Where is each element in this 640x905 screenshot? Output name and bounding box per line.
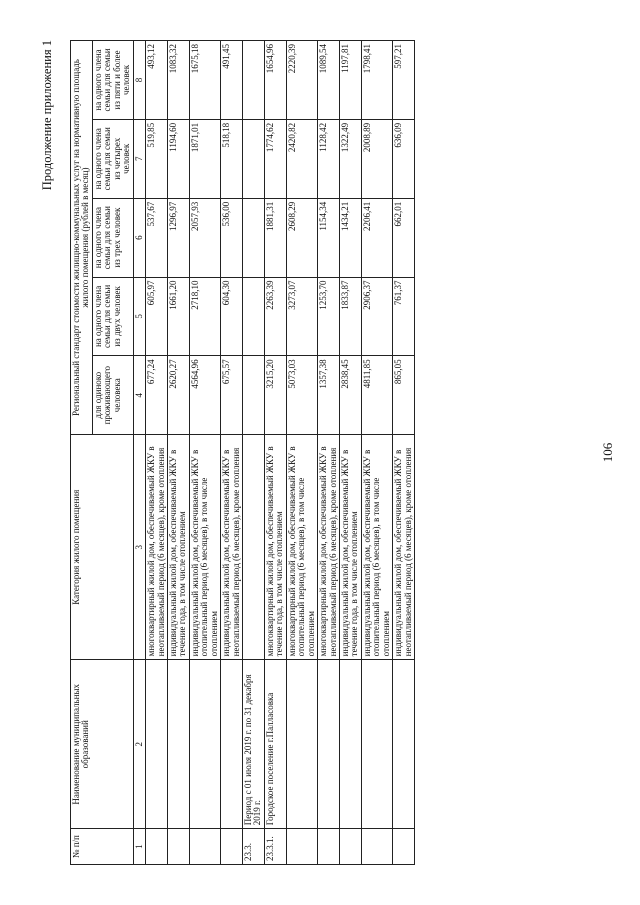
municipality-name: [167, 660, 189, 829]
value-cell: 1881,31: [264, 198, 286, 277]
municipality-name: [393, 660, 415, 829]
category-cell: индивидуальный жилой дом, обеспечиваемый ЖКУ в течение года, в том числе отоплением: [339, 435, 361, 660]
header-sub: на одного члена семьи для семьи из пяти и более человек: [92, 41, 133, 120]
index-cell: 6: [133, 198, 145, 277]
value-cell: 1774,62: [264, 119, 286, 198]
row-number: [221, 829, 243, 865]
header-municipality: Наименование муниципальных образований: [71, 660, 134, 829]
value-cell: 2057,93: [189, 198, 220, 277]
value-cell: 1675,18: [189, 41, 220, 120]
value-cell: 2620,27: [167, 356, 189, 435]
header-sub: на одного члена семьи для семьи из трех человек: [92, 198, 133, 277]
municipality-name: [286, 660, 317, 829]
value-cell: 1253,70: [318, 277, 340, 356]
table-row: [339, 41, 361, 865]
index-cell: 1: [133, 829, 145, 865]
row-number: [318, 829, 340, 865]
index-cell: 8: [133, 41, 145, 120]
row-number: [146, 829, 168, 865]
value-cell: 2206,41: [361, 198, 392, 277]
value-cell: 675,57: [221, 356, 243, 435]
value-cell: 2718,10: [189, 277, 220, 356]
category-cell: индивидуальный жилой дом, обеспечиваемый ЖКУ в неотапливаемый период (6 месяцев), кроме отопления: [393, 435, 415, 660]
row-number: 23.3.1.: [264, 829, 286, 865]
value-cell: 1083,32: [167, 41, 189, 120]
header-sub: для одиноко проживающего человека: [92, 356, 133, 435]
header-group: Региональный стандарт стоимости жилищно-коммунальных услуг на нормативную площадь жилого помещения (рублей в месяц): [71, 41, 93, 435]
header-category: Категория жилого помещения: [71, 435, 134, 660]
category-cell: многоквартирный жилой дом, обеспечиваемый ЖКУ в течение года, в том числе отоплением: [264, 435, 286, 660]
municipality-name: Городское поселение г.Палласовка: [264, 660, 286, 829]
value-cell: 1154,34: [318, 198, 340, 277]
value-cell: 761,37: [393, 277, 415, 356]
table-row: [189, 41, 220, 865]
municipality-name: [318, 660, 340, 829]
value-cell: 604,30: [221, 277, 243, 356]
value-cell: 1197,81: [339, 41, 361, 120]
value-cell: 1322,49: [339, 119, 361, 198]
value-cell: 1089,54: [318, 41, 340, 120]
value-cell: 3215,20: [264, 356, 286, 435]
value-cell: 1871,01: [189, 119, 220, 198]
table-row: [167, 41, 189, 865]
table-row: [318, 41, 340, 865]
category-cell: индивидуальный жилой дом, обеспечиваемый ЖКУ в течение года, в том числе отоплением: [167, 435, 189, 660]
category-cell: индивидуальный жилой дом, обеспечиваемый ЖКУ в неотапливаемый период (6 месяцев), кроме отопления: [221, 435, 243, 660]
table-row: [264, 41, 286, 865]
value-cell: 2838,45: [339, 356, 361, 435]
value-cell: 597,21: [393, 41, 415, 120]
municipality-name: [189, 660, 220, 829]
index-cell: 3: [133, 435, 145, 660]
category-cell: многоквартирный жилой дом, обеспечиваемый ЖКУ в неотапливаемый период (6 месяцев), кроме отопления: [318, 435, 340, 660]
table-row: [393, 41, 415, 865]
table-row: [286, 41, 317, 865]
value-cell: 537,67: [146, 198, 168, 277]
value-cell: 2263,39: [264, 277, 286, 356]
value-cell: 2420,82: [286, 119, 317, 198]
municipality-name: [146, 660, 168, 829]
index-cell: 4: [133, 356, 145, 435]
category-cell: многоквартирный жилой дом, обеспечиваемый ЖКУ в отопительный период (6 месяцев), в том числе отоплением: [286, 435, 317, 660]
municipality-name: [221, 660, 243, 829]
row-number: [286, 829, 317, 865]
municipality-name: [361, 660, 392, 829]
period-text: Период с 01 июля 2019 г. по 31 декабря 2019 г.: [243, 660, 265, 829]
municipality-name: [339, 660, 361, 829]
value-cell: 2220,39: [286, 41, 317, 120]
value-cell: 1434,21: [339, 198, 361, 277]
continuation-label: Продолжение приложения 1: [40, 40, 54, 191]
value-cell: 677,24: [146, 356, 168, 435]
value-cell: 1654,96: [264, 41, 286, 120]
value-cell: 1194,60: [167, 119, 189, 198]
value-cell: 4811,85: [361, 356, 392, 435]
row-number: [361, 829, 392, 865]
category-cell: многоквартирный жилой дом, обеспечиваемый ЖКУ в неотапливаемый период (6 месяцев), кроме отопления: [146, 435, 168, 660]
page-number: 106: [600, 442, 615, 463]
index-cell: 7: [133, 119, 145, 198]
header-num: № п/п: [71, 829, 134, 865]
period-num: 23.3.: [243, 829, 265, 865]
row-number: [189, 829, 220, 865]
value-cell: 2906,37: [361, 277, 392, 356]
index-cell: 2: [133, 660, 145, 829]
row-number: [167, 829, 189, 865]
value-cell: 1357,38: [318, 356, 340, 435]
value-cell: 518,18: [221, 119, 243, 198]
value-cell: 605,97: [146, 277, 168, 356]
value-cell: 536,00: [221, 198, 243, 277]
value-cell: 2608,29: [286, 198, 317, 277]
value-cell: 1296,97: [167, 198, 189, 277]
value-cell: 3273,07: [286, 277, 317, 356]
row-number: [393, 829, 415, 865]
value-cell: 865,05: [393, 356, 415, 435]
value-cell: 519,85: [146, 119, 168, 198]
header-sub: на одного члена семьи для семьи из двух человек: [92, 277, 133, 356]
value-cell: 491,45: [221, 41, 243, 120]
value-cell: 4564,96: [189, 356, 220, 435]
value-cell: 493,12: [146, 41, 168, 120]
value-cell: 662,01: [393, 198, 415, 277]
category-cell: индивидуальный жилой дом, обеспечиваемый ЖКУ в отопительный период (6 месяцев), в том числе отоплением: [189, 435, 220, 660]
category-cell: индивидуальный жилой дом, обеспечиваемый ЖКУ в отопительный период (6 месяцев), в том числе отоплением: [361, 435, 392, 660]
table-row: [146, 41, 168, 865]
value-cell: 1128,42: [318, 119, 340, 198]
row-number: [339, 829, 361, 865]
index-cell: 5: [133, 277, 145, 356]
value-cell: 1833,87: [339, 277, 361, 356]
value-cell: 1798,41: [361, 41, 392, 120]
header-sub: на одного члена семьи для семьи из четырех человек: [92, 119, 133, 198]
value-cell: 1661,20: [167, 277, 189, 356]
value-cell: 2008,89: [361, 119, 392, 198]
value-cell: 5073,03: [286, 356, 317, 435]
period-row: [243, 41, 265, 865]
value-cell: 636,09: [393, 119, 415, 198]
table-row: [361, 41, 392, 865]
tariff-table: [70, 40, 415, 865]
table-row: [221, 41, 243, 865]
